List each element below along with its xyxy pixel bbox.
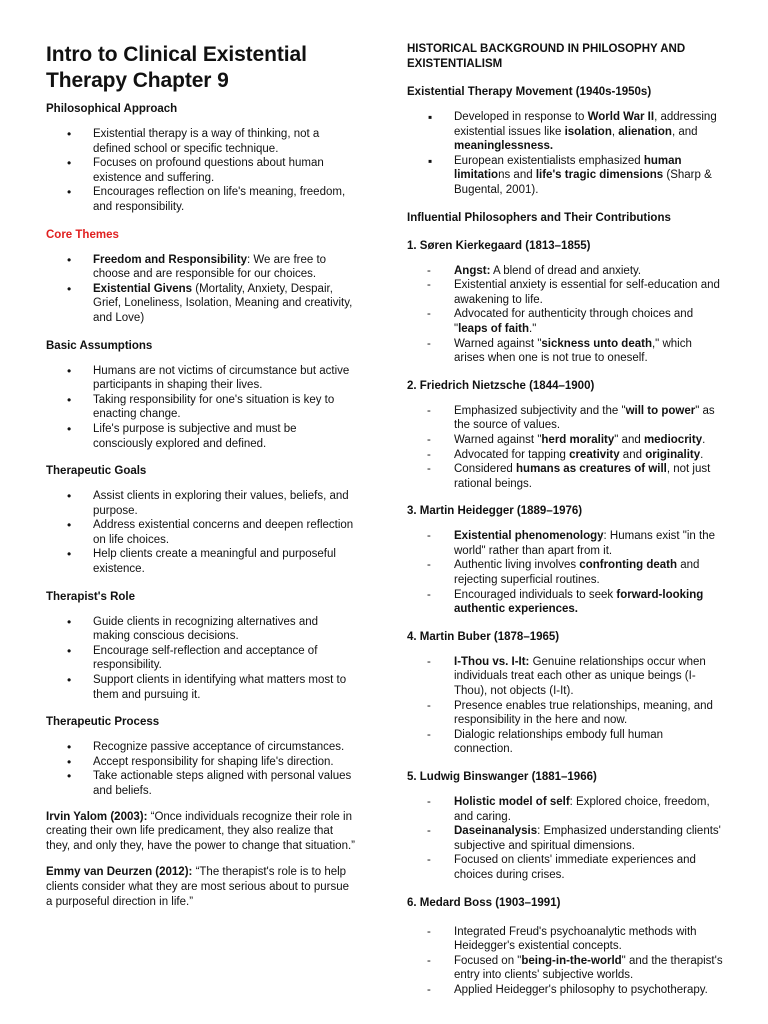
item-text: and rejecting superficial routines. [454,559,700,587]
bold-term: Angst: [454,264,491,277]
item-text: Advocated for authenticity through choices and " [454,308,694,335]
quote-deurzen [46,865,358,909]
list-therapists-role [46,615,358,703]
list-item: - Applied Heidegger's philosophy to psychotherapy. [407,983,725,998]
heading-philosophical-approach: Philosophical Approach [46,103,178,115]
list-item: • Take actionable steps aligned with personal values and beliefs. [46,769,358,798]
item-text: : Humans exist "in the world" rather than apart from it. [454,530,715,557]
right-column [407,0,725,998]
list-item [407,337,725,366]
list-item [407,954,725,983]
item-text: and [619,448,646,461]
heading-buber: 4. Martin Buber (1878–1965) [407,630,560,643]
item-text: Encouraged individuals to seek [454,588,617,601]
bold-term: Existential Givens [93,282,193,295]
item-text: , not just rational beings. [454,463,711,490]
list-item: - Focused on clients' immediate experiences and choices during crises. [407,853,725,882]
heading-boss: 6. Medard Boss (1903–1991) [407,896,561,909]
list-item [407,448,725,463]
item-text: Authentic living involves [454,559,580,572]
list-item: • Life's purpose is subjective and must be consciously explored and defined. [46,422,358,451]
bold-term: alienation [618,125,672,138]
bold-term: sickness unto death [541,337,652,350]
item-text: European existentialists emphasized [454,154,644,167]
item-text: Considered [454,463,517,476]
item-text: : We are free to choose and are responsible for our choices. [93,253,327,281]
list-heidegger [407,529,725,617]
bold-term: humans as creatures of will [516,463,667,476]
list-item [407,264,725,279]
bold-term: World War II [587,111,655,123]
item-text: " and the therapist's entry into clients' subjective worlds. [454,954,723,982]
bold-term: confronting death [579,559,678,572]
bold-term: isolation [564,125,612,138]
list-item [407,529,725,558]
heading-therapists-role: Therapist's Role [46,590,136,603]
list-item: • Focuses on profound questions about human existence and suffering. [46,156,358,185]
bold-term: life's tragic dimensions [535,169,664,182]
list-therapeutic-goals [46,489,358,577]
list-item [407,655,725,699]
item-text: , addressing existential issues like [454,111,717,138]
heading-kierkegaard: 1. Søren Kierkegaard (1813–1855) [407,239,591,252]
list-item: - Existential anxiety is essential for self-education and awakening to life. [407,278,725,307]
item-text: Emphasized subjectivity and the " [454,404,626,417]
list-item [407,588,725,617]
quote-author: Irvin Yalom (2003): [46,810,148,823]
item-text: Warned against " [454,433,542,446]
heading-core-themes: Core Themes [46,228,119,241]
heading-therapeutic-goals: Therapeutic Goals [46,465,147,478]
list-item: • Encourages reflection on life's meaning, freedom, and responsibility. [46,185,358,214]
bold-term: mediocrity [643,433,703,446]
list-item [407,433,725,448]
list-binswanger [407,795,725,883]
heading-therapeutic-process: Therapeutic Process [46,716,160,729]
list-item [407,462,725,491]
quote-text: “Once individuals recognize their role in creating their own life predicament, they also realize that they, and only they, have the power to change that situation.” [46,810,355,853]
bold-term: forward-looking authentic experiences. [454,588,704,616]
list-item [407,824,725,853]
item-text: Advocated for tapping [454,448,570,461]
list-item: - Presence enables true relationships, meaning, and responsibility in the here and now. [407,699,725,728]
bold-term: originality [645,448,701,461]
item-text: , and [671,125,698,138]
list-item [46,253,358,282]
list-kierkegaard [407,264,725,366]
left-column [46,0,358,909]
item-text: Genuine relationships occur when individuals treat each other as unique beings (I-Thou), not objects (I-It). [454,655,706,698]
item-text: (Sharp & Bugental, 2001). [454,169,712,196]
list-nietzsche [407,404,725,492]
list-item: • Guide clients in recognizing alternatives and making conscious decisions. [46,615,358,644]
item-text: : Explored choice, freedom, and caring. [454,796,710,823]
list-item [407,404,725,433]
list-item [46,282,358,326]
list-therapeutic-process [46,740,358,798]
heading-heidegger: 3. Martin Heidegger (1889–1976) [407,505,583,518]
item-text: " as the source of values. [454,404,715,432]
list-item [407,154,725,198]
list-item [407,110,725,154]
item-text: ." [529,322,537,335]
bold-term: human limitatio [454,154,682,182]
list-boss [407,925,725,998]
quote-author: Emmy van Deurzen (2012): [46,865,193,878]
heading-influential-philosophers: Influential Philosophers and Their Contributions [407,211,671,224]
bold-term: Freedom and Responsibility [93,253,247,266]
list-item: - Integrated Freud's psychoanalytic methods with Heidegger's existential concepts. [407,925,725,954]
list-item: - Dialogic relationships embody full human connection. [407,728,725,757]
item-text: Focused on " [454,954,522,967]
bold-term: herd morality [541,433,615,446]
list-item: • Taking responsibility for one's situation is key to enacting change. [46,393,358,422]
list-item [407,307,725,336]
item-text: Warned against " [454,337,542,350]
list-item [407,795,725,824]
heading-existential-movement: Existential Therapy Movement (1940s-1950s) [407,86,652,98]
item-text: . [700,448,704,461]
document-title: Intro to Clinical Existential Therapy Chapter 9 [46,43,307,92]
list-item: • Address existential concerns and deepen reflection on life choices. [46,518,358,547]
list-philosophical-approach [46,127,358,215]
bold-term: Daseinanalysis [454,825,538,838]
bold-term: being-in-the-world [521,954,622,967]
list-item: • Humans are not victims of circumstance but active participants in shaping their lives. [46,364,358,393]
list-item: • Help clients create a meaningful and purposeful existence. [46,547,358,576]
quote-text: “The therapist's role is to help clients consider what they are most serious about to pursue a purposeful direction in life.” [46,865,349,908]
list-item: • Accept responsibility for shaping life's direction. [46,755,358,770]
list-item: • Existential therapy is a way of thinking, not a defined school or specific technique. [46,127,358,156]
bold-term: Holistic model of self [454,796,570,808]
heading-basic-assumptions: Basic Assumptions [46,339,153,352]
item-text: : Emphasized understanding clients' subjective and spiritual dimensions. [454,825,721,852]
quote-yalom [46,810,358,854]
list-item: • Recognize passive acceptance of circumstances. [46,740,358,755]
bold-term: meaninglessness. [454,140,554,153]
item-text: " and [614,433,644,446]
bold-term: leaps of faith [458,322,530,335]
bold-term: I-Thou vs. I-It: [454,655,530,668]
item-text: (Mortality, Anxiety, Despair, Grief, Loneliness, Isolation, Meaning and creativity, and Love) [93,282,353,324]
list-core-themes [46,253,358,326]
item-text: A blend of dread and anxiety. [490,264,642,277]
heading-historical-background: HISTORICAL BACKGROUND IN PHILOSOPHY AND EXISTENTIALISM [407,43,686,70]
list-item: • Encourage self-reflection and acceptance of responsibility. [46,644,358,673]
heading-binswanger: 5. Ludwig Binswanger (1881–1966) [407,771,597,783]
list-item: • Support clients in identifying what matters most to them and pursuing it. [46,673,358,702]
item-text: ns and [498,169,536,182]
list-item [407,558,725,587]
item-text: , [611,125,619,138]
item-text: ," which arises when one is not true to oneself. [454,337,692,365]
list-basic-assumptions [46,364,358,452]
heading-nietzsche: 2. Friedrich Nietzsche (1844–1900) [407,379,595,392]
bold-term: creativity [569,448,620,461]
list-existential-movement [407,110,725,198]
item-text: . [702,433,706,446]
bold-term: Existential phenomenology [454,530,604,543]
list-item: • Assist clients in exploring their values, beliefs, and purpose. [46,489,358,518]
bold-term: will to power [625,404,696,417]
item-text: Developed in response to [454,111,588,123]
list-buber [407,655,725,757]
